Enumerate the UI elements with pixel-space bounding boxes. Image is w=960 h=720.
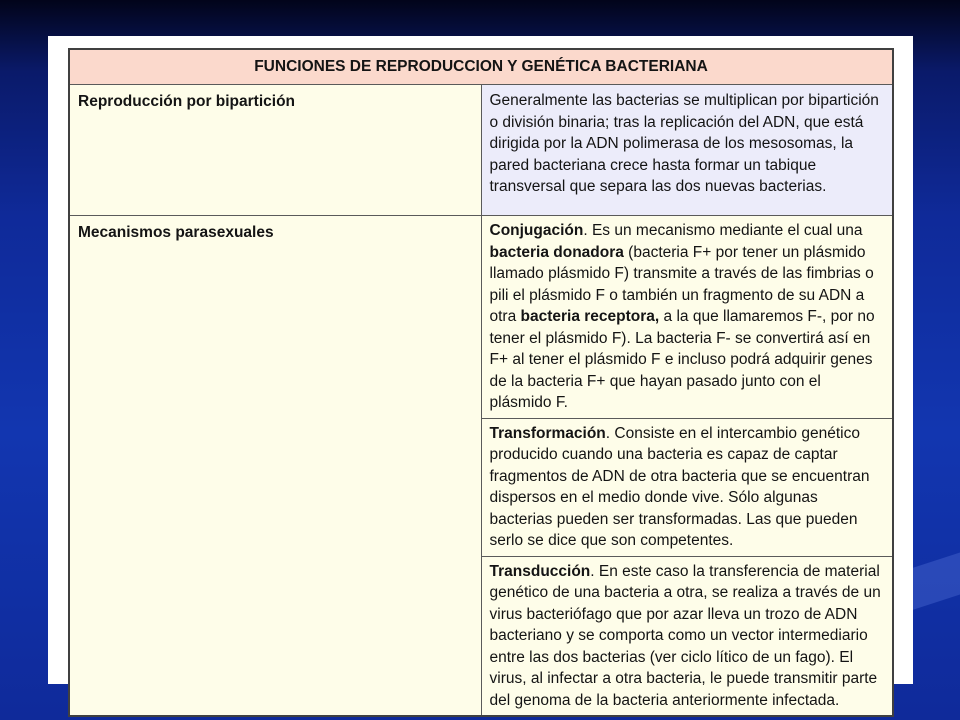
- transduccion-cell: [481, 556, 893, 716]
- conjugacion-term: Conjugación: [489, 222, 584, 239]
- transformacion-term: Transformación: [489, 424, 606, 442]
- row-label-mecanismos: Mecanismos parasexuales: [69, 216, 481, 717]
- conjugacion-text-1: . Es un mecanismo mediante el cual una: [583, 222, 863, 239]
- row-label-reproduccion: Reproducción por bipartición: [69, 85, 481, 216]
- table-row: [69, 85, 893, 216]
- bacteria-receptora-term: bacteria receptora,: [520, 308, 660, 325]
- table-title: FUNCIONES DE REPRODUCCION Y GENÉTICA BACTERIANA: [69, 49, 893, 85]
- content-frame: [48, 36, 913, 709]
- table-title-row: [69, 49, 893, 85]
- transduccion-term: Transducción: [489, 562, 591, 580]
- transduccion-text: . En este caso la transferencia de material genético de una bacteria a otra, se realiza a través de un virus bacteriófago que por azar lleva un trozo de ADN bacteriano y se comporta como un vector intermediario entre las dos bacterias (ver ciclo lítico de un fago). El virus, al infectar a otra bacteria, le puede transmitir parte del genoma de la bacteria anteriormente infectada.: [489, 562, 881, 709]
- genetics-table: [68, 48, 894, 717]
- table-row: [69, 216, 893, 419]
- transformacion-cell: [481, 418, 893, 556]
- conjugacion-text-2: (bacteria F+ por tener un plásmido llamado plásmido F) transmite a través de las fimbrias o pili el plásmido F o también un fragmento de su ADN a otra: [489, 243, 874, 325]
- row-text-reproduccion: Generalmente las bacterias se multiplican por bipartición o división binaria; tras la replicación del ADN, que está dirigida por la ADN polimerasa de los mesosomas, la pared bacteriana crece hasta formar un tabique transversal que separa las dos nuevas bacterias.: [481, 85, 893, 216]
- transformacion-text: . Consiste en el intercambio genético producido cuando una bacteria es capaz de captar fragmentos de ADN de otra bacteria que se encuentran dispersos en el medio donde vive. Sólo algunas bacterias pueden ser transformadas. Las que pueden serlo se dice que son competentes.: [489, 424, 870, 549]
- conjugacion-text-3: a la que llamaremos F-, por no tener el plásmido F). La bacteria F- se convertirá así en F+ al tener el plásmido F e incluso podrá adquirir genes de la bacteria F+ que hayan pasado junto con el plásmido F.: [489, 308, 875, 411]
- conjugacion-cell: [481, 216, 893, 419]
- bacteria-donadora-term: bacteria donadora: [489, 243, 624, 261]
